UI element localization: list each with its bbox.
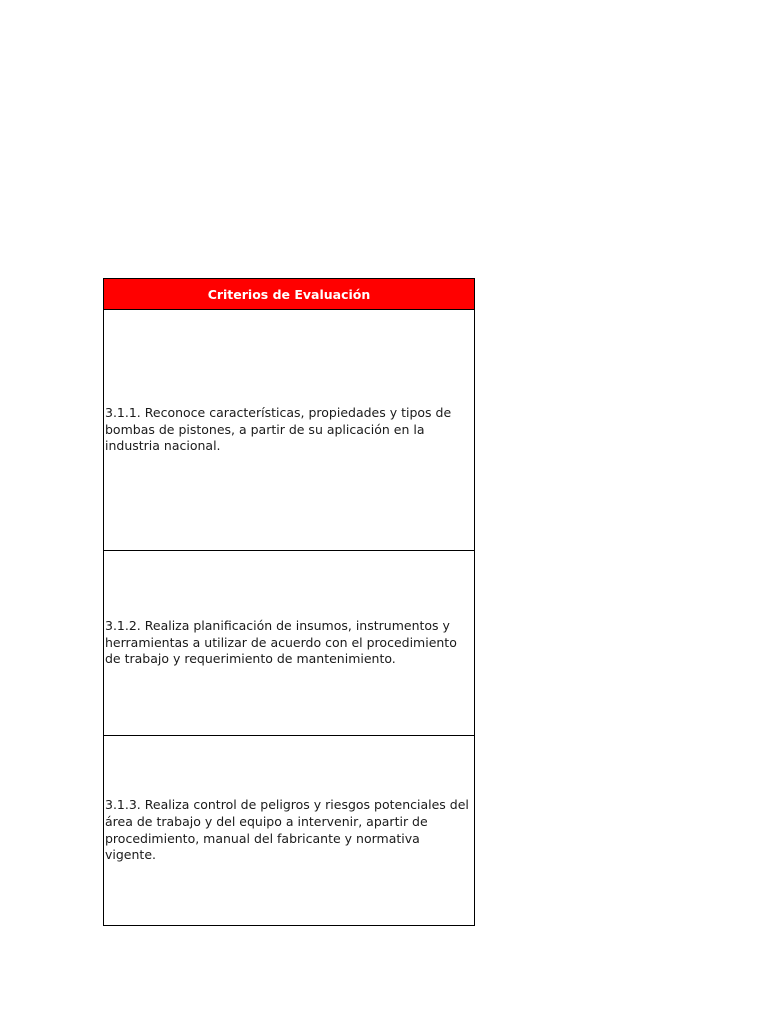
criterion-text: 3.1.2. Realiza planificación de insumos, instrumentos y herramientas a utilizar de acuerdo con el procedimiento de trabajo y requerimiento de mantenimiento. bbox=[105, 618, 457, 667]
criteria-table bbox=[103, 278, 475, 926]
table-header: Criterios de Evaluación bbox=[104, 279, 474, 310]
table-row bbox=[104, 551, 474, 736]
criterion-text: 3.1.3. Realiza control de peligros y riesgos potenciales del área de trabajo y del equipo a intervenir, apartir de procedimiento, manual del fabricante y normativa vigente. bbox=[105, 797, 469, 863]
criterion-text: 3.1.1. Reconoce características, propiedades y tipos de bombas de pistones, a partir de su aplicación en la industria nacional. bbox=[105, 405, 452, 454]
table-row bbox=[104, 310, 474, 551]
table-row bbox=[104, 736, 474, 925]
